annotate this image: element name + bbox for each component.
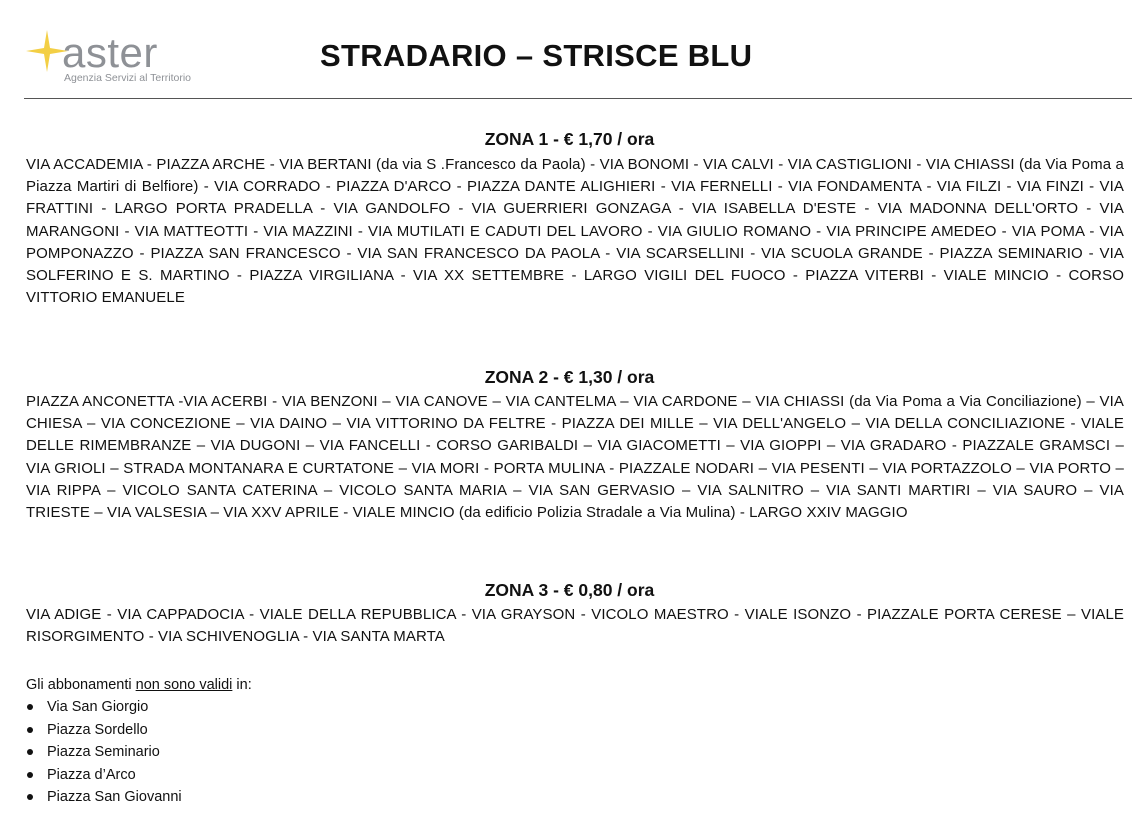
zone-1-streets: VIA ACCADEMIA - PIAZZA ARCHE - VIA BERTANI (da via S .Francesco da Paola) - VIA BONOMI - VIA CALVI - VIA CASTIGLIONI - VIA CHIASSI (da Via Poma a Piazza Martiri di Belfiore) - VIA CORRADO - PIAZZA D'ARCO - PIAZZA DANTE ALIGHIERI - VIA FERNELLI - VIA FONDAMENTA - VIA FILZI - VIA FINZI - VIA FRATTINI - LARGO PORTA PRADELLA - VIA GANDOLFO - VIA GUERRIERI GONZAGA - VIA ISABELLA D'ESTE - VIA MADONNA DELL'ORTO - VIA MARANGONI - VIA MATTEOTTI - VIA MAZZINI - VIA MUTILATI E CADUTI DEL LAVORO - VIA GIULIO ROMANO - VIA PRINCIPE AMEDEO - VIA POMA - VIA POMPONAZZO - PIAZZA SAN FRANCESCO - VIA SAN FRANCESCO DA PAOLA - VIA SCARSELLINI - VIA SCUOLA GRANDE - PIAZZA SEMINARIO - VIA SOLFERINO E S. MARTINO - PIAZZA VIRGILIANA - VIA XX SETTEMBRE - LARGO VIGILI DEL FUOCO - PIAZZA VITERBI - VIALE MINCIO - CORSO VITTORIO EMANUELE (26, 156, 1124, 307)
list-item (26, 696, 182, 719)
zone-2-heading: ZONA 2 - € 1,30 / ora (484, 367, 655, 387)
zone-3-heading: ZONA 3 - € 0,80 / ora (484, 580, 655, 600)
logo-tagline: Agenzia Servizi al Territorio (64, 72, 192, 84)
page-title: STRADARIO – STRISCE BLU (320, 38, 753, 73)
bullet-icon (27, 794, 33, 800)
zone-1-heading: ZONA 1 - € 1,70 / ora (484, 129, 655, 149)
notice-prefix: Gli abbonamenti (26, 677, 136, 693)
place-label: Via San Giorgio (47, 699, 149, 715)
zone-3-streets: VIA ADIGE - VIA CAPPADOCIA - VIALE DELLA REPUBBLICA - VIA GRAYSON - VICOLO MAESTRO - VIALE ISONZO - PIAZZALE PORTA CERESE – VIALE RISORGIMENTO - VIA SCHIVENOGLIA - VIA SANTA MARTA (26, 606, 1124, 646)
zone-2-streets: PIAZZA ANCONETTA -VIA ACERBI - VIA BENZONI – VIA CANOVE – VIA CANTELMA – VIA CARDONE – VIA CHIASSI (da Via Poma a Via Conciliazione) – VIA CHIESA – VIA CONCEZIONE – VIA DAINO – VIA VITTORINO DA FELTRE - PIAZZA DEI MILLE – VIA DELL'ANGELO – VIA DELLA CONCILIAZIONE - VIALE DELLE RIMEMBRANZE – VIA DUGONI – VIA FANCELLI - CORSO GARIBALDI – VIA GIACOMETTI – VIA GIOPPI – VIA GRADARO - PIAZZALE GRAMSCI – VIA GRIOLI – STRADA MONTANARA E CURTATONE – VIA MORI - PORTA MULINA - PIAZZALE NODARI – VIA PESENTI – VIA PORTAZZOLO – VIA PORTO – VIA RIPPA – VICOLO SANTA CATERINA – VICOLO SANTA MARIA – VIA SAN GERVASIO – VIA SALNITRO – VIA SANTI MARTIRI – VIA SAURO – VIA TRIESTE – VIA VALSESIA – VIA XXV APRILE - VIALE MINCIO (da edificio Polizia Stradale a Via Mulina) - LARGO XXIV MAGGIO (26, 393, 1124, 522)
list-item (26, 786, 182, 809)
aster-logo (24, 24, 204, 88)
logo-wordmark: aster (62, 29, 158, 76)
list-item (26, 764, 182, 787)
notice-emphasis: non sono validi (135, 677, 233, 693)
list-item (26, 719, 182, 742)
place-label: Piazza Seminario (47, 744, 160, 760)
bullet-icon (27, 704, 33, 710)
header-divider (24, 98, 1132, 99)
bullet-icon (27, 749, 33, 755)
notice-suffix: in: (232, 677, 252, 693)
bullet-icon (27, 727, 33, 733)
place-label: Piazza Sordello (47, 721, 148, 738)
place-label: Piazza d’Arco (47, 766, 136, 783)
excluded-places-list (26, 696, 182, 809)
list-item (26, 741, 182, 764)
subscription-notice (26, 675, 252, 695)
bullet-icon (27, 772, 33, 778)
place-label: Piazza San Giovanni (47, 789, 182, 805)
